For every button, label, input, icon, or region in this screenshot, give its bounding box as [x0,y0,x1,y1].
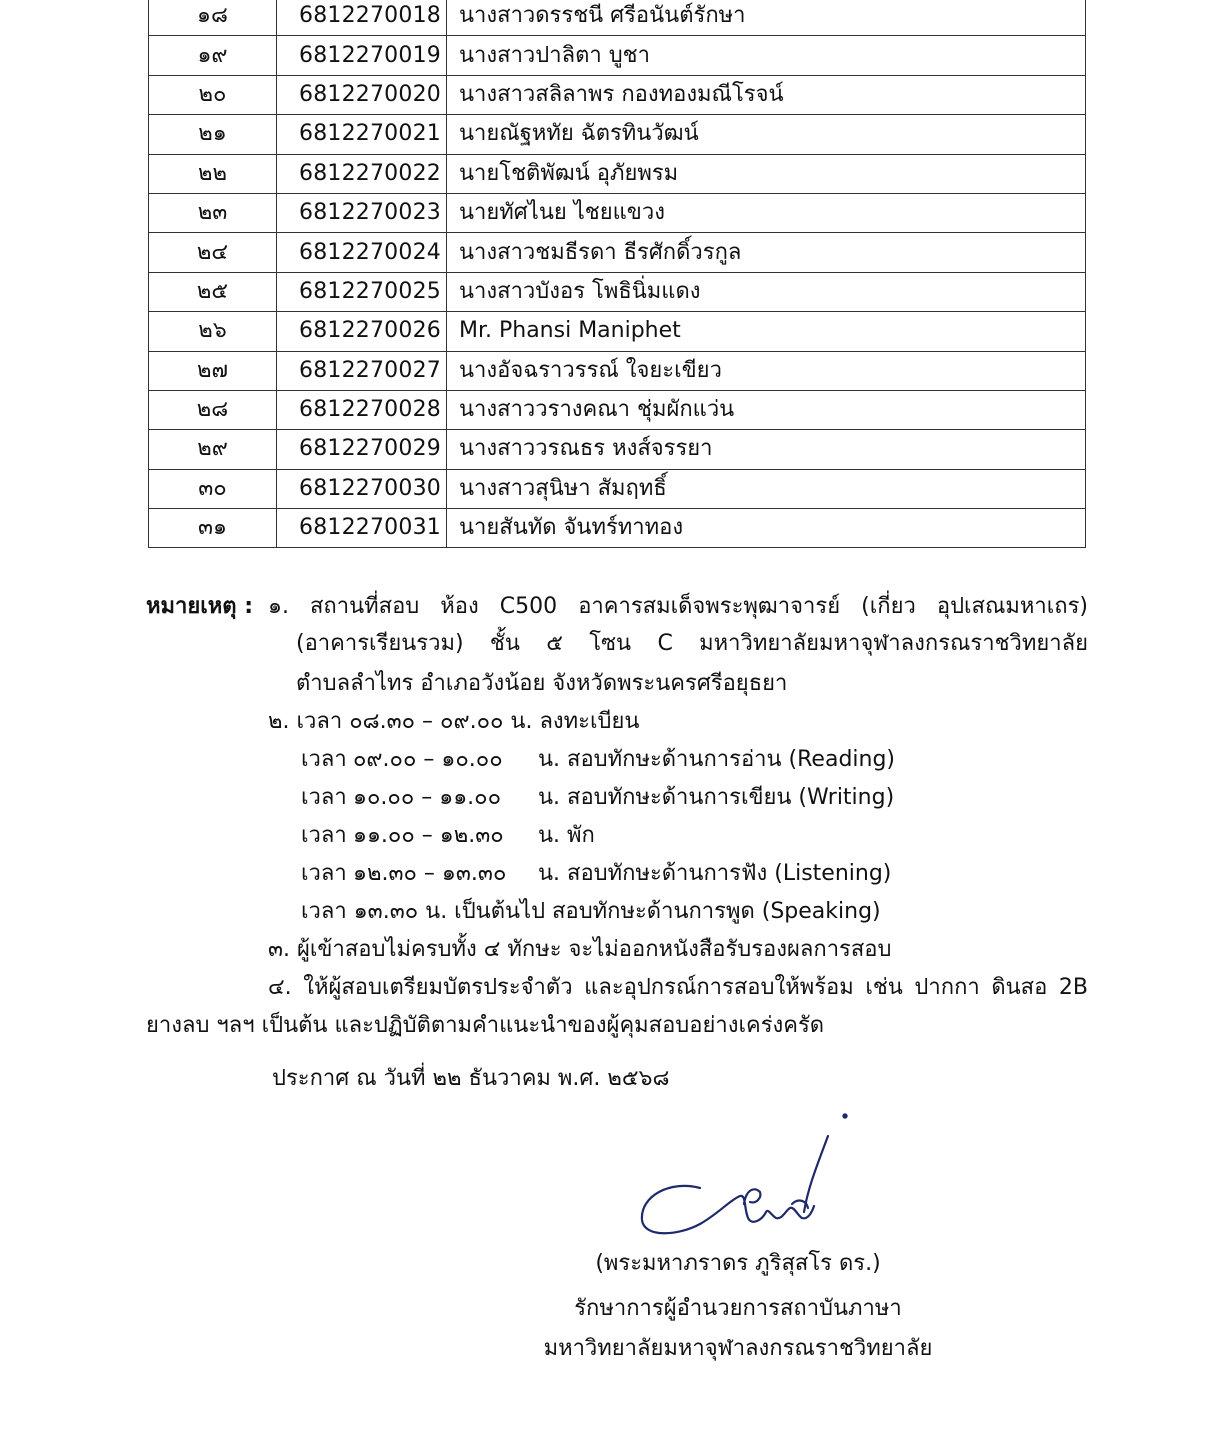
student-id: 6812270022 [277,154,447,193]
student-name: นายโชติพัฒน์ อุภัยพรม [447,154,1086,193]
schedule-row [301,785,894,811]
table-row [149,430,1086,469]
notes-heading: หมายเหตุ : [146,594,254,619]
row-number: ๓๑ [149,509,277,548]
schedule-row [301,861,891,887]
schedule-description: น. สอบทักษะด้านการเขียน (Writing) [538,785,895,810]
candidate-table-body [149,0,1086,548]
schedule-description: น. สอบทักษะด้านการอ่าน (Reading) [538,747,896,772]
schedule-row [301,747,895,773]
student-name: นางสาวสุนิษา สัมฤทธิ์ [447,469,1086,508]
table-row [149,351,1086,390]
table-row [149,509,1086,548]
student-id: 6812270023 [277,193,447,232]
row-number: ๒๒ [149,154,277,193]
schedule-description: น. พัก [538,823,595,848]
schedule-row [301,823,595,849]
table-row [149,75,1086,114]
row-number: ๒๕ [149,272,277,311]
note-1-line-3: ตำบลลำไทร อำเภอวังน้อย จังหวัดพระนครศรีอยุธยา [296,671,788,696]
student-name: นางสาวสลิลาพร กองทองมณีโรจน์ [447,75,1086,114]
schedule-speaking: เวลา ๑๓.๓๐ น. เป็นต้นไป สอบทักษะด้านการพูด (Speaking) [301,899,881,924]
student-id: 6812270028 [277,390,447,429]
student-name: นายทัศไนย ไชยแขวง [447,193,1086,232]
student-id: 6812270020 [277,75,447,114]
student-name: นายณัฐหทัย ฉัตรทินวัฒน์ [447,115,1086,154]
table-row [149,233,1086,272]
table-row [149,36,1086,75]
table-row [149,312,1086,351]
note-2-registration: ๒. เวลา ๐๘.๓๐ – ๐๙.๐๐ น. ลงทะเบียน [268,709,640,734]
student-id: 6812270031 [277,509,447,548]
row-number: ๓๐ [149,469,277,508]
student-id: 6812270019 [277,36,447,75]
row-number: ๑๙ [149,36,277,75]
schedule-description: น. สอบทักษะด้านการฟัง (Listening) [538,861,892,886]
student-id: 6812270029 [277,430,447,469]
student-name: นางสาวดรรชนี ศรีอนันต์รักษา [447,0,1086,36]
row-number: ๒๐ [149,75,277,114]
table-row [149,390,1086,429]
student-name: นางสาววรณธร หงส์จรรยา [447,430,1086,469]
table-row [149,154,1086,193]
announcement-date: ประกาศ ณ วันที่ ๒๒ ธันวาคม พ.ศ. ๒๕๖๘ [272,1066,670,1091]
student-id: 6812270021 [277,115,447,154]
note-4-line-2: ยางลบ ฯลฯ เป็นต้น และปฏิบัติตามคำแนะนำของผู้คุมสอบอย่างเคร่งครัด [146,1013,825,1038]
candidate-table [148,0,1086,548]
row-number: ๒๖ [149,312,277,351]
student-name: นายสันทัด จันทร์ทาทอง [447,509,1086,548]
table-row [149,115,1086,154]
row-number: ๒๙ [149,430,277,469]
note-4-line-1: ๔. ให้ผู้สอบเตรียมบัตรประจำตัว และอุปกรณ์การสอบให้พร้อม เช่น ปากกา ดินสอ 2B [268,975,1088,1000]
note-1-line-1: ๑. สถานที่สอบ ห้อง C500 อาคารสมเด็จพระพุฒาจารย์ (เกี่ยว อุปเสณมหาเถร) [268,594,1088,619]
schedule-time-range: ๑๑.๐๐ – ๑๒.๓๐ [353,823,504,848]
table-row [149,469,1086,508]
student-id: 6812270025 [277,272,447,311]
row-number: ๒๔ [149,233,277,272]
row-number: ๒๓ [149,193,277,232]
table-row [149,193,1086,232]
student-id: 6812270018 [277,0,447,36]
student-name: Mr. Phansi Maniphet [447,312,1086,351]
signature-dot [843,1114,846,1117]
note-3: ๓. ผู้เข้าสอบไม่ครบทั้ง ๔ ทักษะ จะไม่ออกหนังสือรับรองผลการสอบ [268,937,892,962]
student-name: นางอัจฉราวรรณ์ ใจยะเขียว [447,351,1086,390]
row-number: ๒๘ [149,390,277,429]
student-id: 6812270030 [277,469,447,508]
schedule-time-range: ๑๐.๐๐ – ๑๑.๐๐ [353,785,502,810]
student-id: 6812270026 [277,312,447,351]
schedule-label: เวลา [301,785,347,810]
note-1-line-2: (อาคารเรียนรวม) ชั้น ๕ โซน C มหาวิทยาลัยมหาจุฬาลงกรณราชวิทยาลัย [296,631,1088,656]
signatory-position: รักษาการผู้อำนวยการสถาบันภาษา [574,1296,902,1321]
student-name: นางสาวปาลิตา บูชา [447,36,1086,75]
schedule-label: เวลา [301,861,347,886]
row-number: ๒๑ [149,115,277,154]
signatory-name: (พระมหาภราดร ภูริสุสโร ดร.) [595,1251,881,1276]
signature [630,1108,860,1243]
schedule-label: เวลา [301,823,347,848]
signatory-organization: มหาวิทยาลัยมหาจุฬาลงกรณราชวิทยาลัย [543,1336,933,1361]
student-id: 6812270024 [277,233,447,272]
schedule-time-range: ๑๒.๓๐ – ๑๓.๓๐ [353,861,507,886]
table-row [149,0,1086,36]
table-row [149,272,1086,311]
row-number: ๒๗ [149,351,277,390]
schedule-label: เวลา [301,747,347,772]
schedule-time-range: ๐๙.๐๐ – ๑๐.๐๐ [353,747,503,772]
row-number: ๑๘ [149,0,277,36]
student-name: นางสาวชมธีรดา ธีรศักดิ์วรกูล [447,233,1086,272]
student-name: นางสาวบังอร โพธินิ่มแดง [447,272,1086,311]
student-name: นางสาววรางคณา ชุ่มผักแว่น [447,390,1086,429]
student-id: 6812270027 [277,351,447,390]
